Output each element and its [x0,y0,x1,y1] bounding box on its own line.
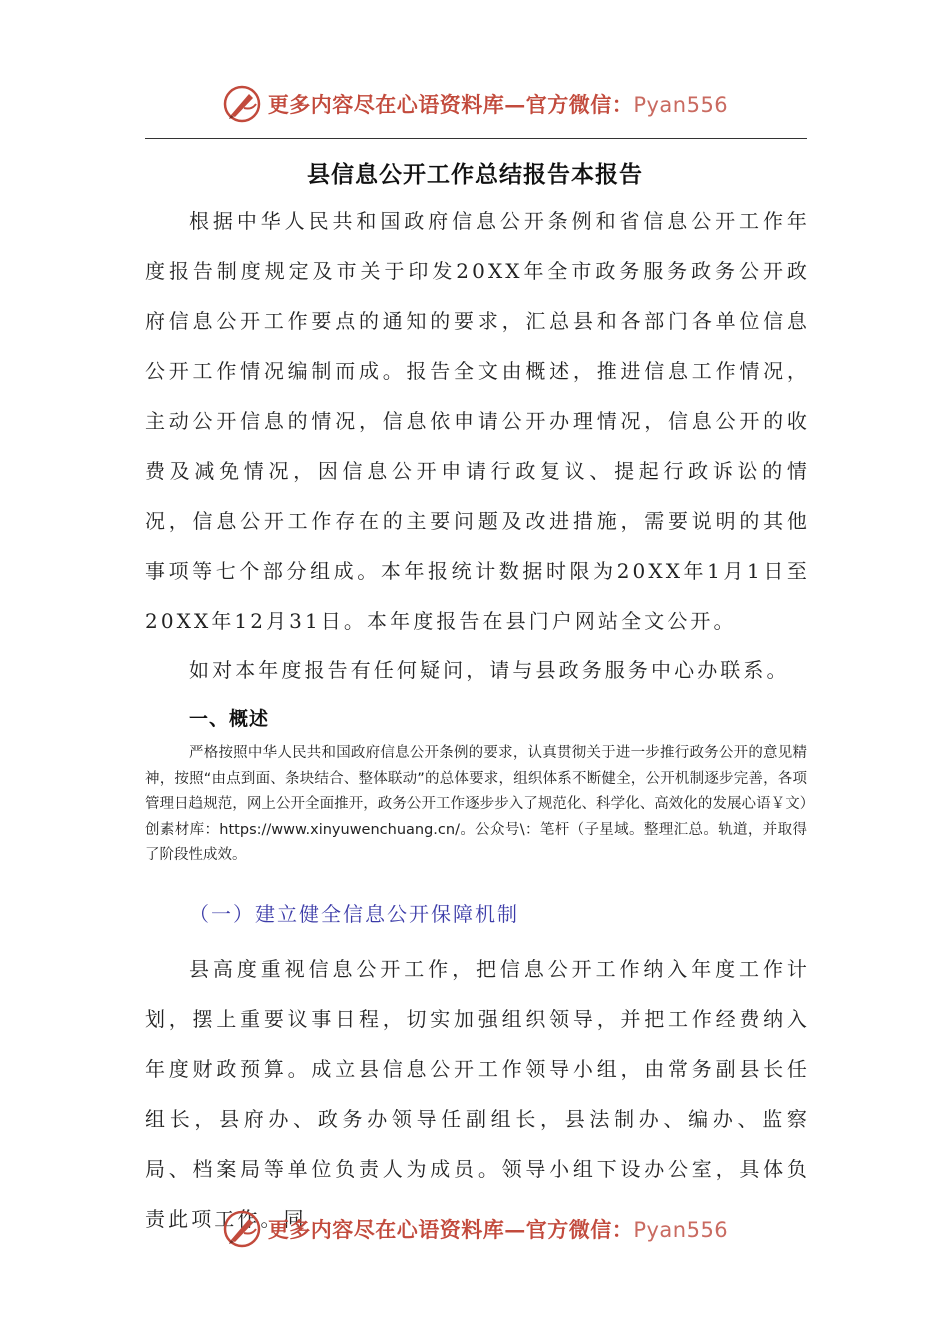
wechat-id: Pyan556 [633,93,729,117]
contact-paragraph: 如对本年度报告有任何疑问，请与县政务服务中心办联系。 [189,658,790,682]
watermark-text: 更多内容尽在心语资料库—官方微信：Pyan556 [267,92,729,117]
intro-paragraph: 根据中华人民共和国政府信息公开条例和省信息公开工作年度报告制度规定及市关于印发20XX年全市政务服务政务公开政府信息公开工作要点的通知的要求，汇总县和各部门各单位信息公开工作情况编制而成。报告全文由概述，推进信息工作情况，主动公开信息的情况，信息依申请公开办理情况，信息公开的收费及减免情况，因信息公开申请行政复议、提起行政诉讼的情况，信息公开工作存在的主要问题及改进措施，需要说明的其他事项等七个部分组成。本年报统计数据时限为20XX年1月1日至20XX年12月31日。本年度报告在县门户网站全文公开。 [145,209,810,633]
pen-logo-icon [222,84,262,124]
wechat-id: Pyan556 [633,1218,729,1242]
footer-watermark-banner [0,1205,950,1253]
overview-paragraph: 严格按照中华人民共和国政府信息公开条例的要求，认真贯彻关于进一步推行政务公开的意见精神，按照“由点到面、条块结合、整体联动”的总体要求，组织体系不断健全，公开机制逐步完善，各项管理日趋规范，网上公开全面推开，政务公开工作逐步步入了规范化、科学化、高效化的发展心语￥文）创素材库：https://www.xinyuwenchuang.cn/。公众号\：笔杆（子星域。整理汇总。轨道，并取得了阶段性成效。 [145,745,807,863]
subsection-heading: （一）建立健全信息公开保障机制 [189,902,519,926]
subsection-paragraph: 县高度重视信息公开工作，把信息公开工作纳入年度工作计划，摆上重要议事日程，切实加强组织领导，并把工作经费纳入年度财政预算。成立县信息公开工作领导小组，由常务副县长任组长，县府办、政务办领导任副组长，县法制办、编办、监察局、档案局等单位负责人为成员。领导小组下设办公室，具体负责此项工作。同 [145,957,810,1231]
section-heading-overview: 一、概述 [189,708,270,730]
pen-logo-icon [222,1209,262,1249]
header-divider [145,138,807,139]
header-watermark-banner [0,80,950,128]
watermark-text: 更多内容尽在心语资料库—官方微信：Pyan556 [267,1217,729,1242]
document-title: 县信息公开工作总结报告本报告 [307,161,643,188]
